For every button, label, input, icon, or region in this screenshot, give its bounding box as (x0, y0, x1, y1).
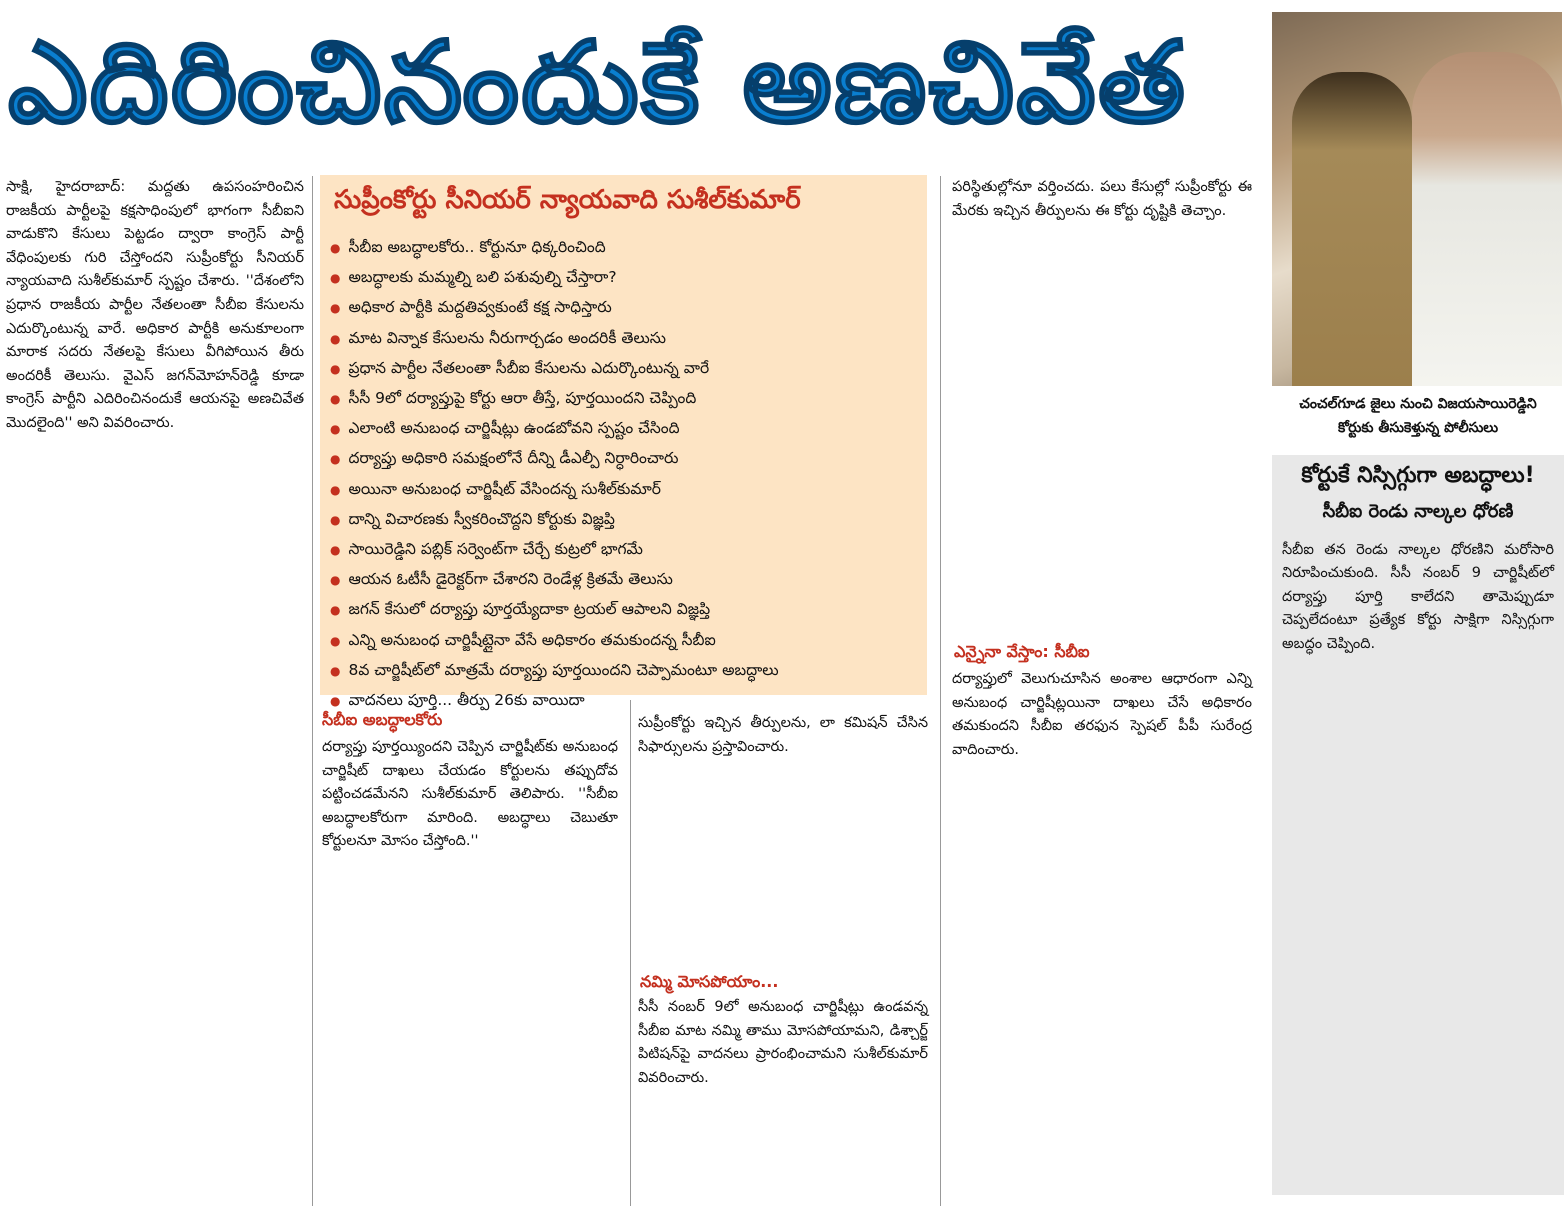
news-photo (1272, 12, 1562, 386)
column-3 (638, 712, 928, 759)
column-4b (952, 668, 1252, 762)
column-1 (6, 176, 304, 436)
sidebar-body: సీబీఐ తన రెండు నాల్కల ధోరణిని మరోసారి నిరూపించుకుంది. సీసీ నంబర్ 9 చార్జిషీట్‌లో దర్యాప్తు పూర్తి కాలేదని తామెప్పుడూ చెప్పలేదంటూ ప్రత్యేక కోర్టు సాక్షిగా నిస్సిగ్గుగా అబద్ధం చెప్పింది. (1282, 542, 1554, 652)
column-2-body: దర్యాప్తు పూర్తయ్యిందని చెప్పిన చార్జిషీట్‌కు అనుబంధ చార్జిషీట్ దాఖలు చేయడం కోర్టులను తప్పుదోవ పట్టించడమేనని సుశీల్‌కుమార్ తెలిపారు. ''సీబీఐ అబద్ధాలకోరుగా మారింది. అబద్ధాలు చెబుతూ కోర్టులనూ మోసం చేస్తోంది.'' (322, 739, 618, 850)
highlight-item: ● 8వ చార్జిషీట్‌లో మాత్రమే దర్యాప్తు పూర్తయిందని చెప్పామంటూ అబద్ధాలు (330, 656, 920, 686)
sidebar-title: కోర్టుకే నిస్సిగ్గుగా అబద్ధాలు! (1301, 463, 1535, 488)
column-divider (630, 700, 631, 1206)
highlight-item: ● అధికార పార్టీకి మద్దతివ్వకుంటే కక్ష సాధిస్తారు (330, 293, 920, 323)
highlight-item: ● సీబీఐ అబద్ధాలకోరు.. కోర్టునూ ధిక్కరించింది (330, 233, 920, 263)
subhead-cbi-liar: సీబీఐ అబద్ధాలకోరు (322, 710, 443, 729)
column-3-body: సుప్రీంకోర్టు ఇచ్చిన తీర్పులను, లా కమిషన్ చేసిన సిఫార్సులను ప్రస్తావించారు. (638, 715, 928, 755)
column-4 (952, 176, 1252, 223)
subhead-any-number: ఎన్నైనా వేస్తాం: సీబీఐ (954, 642, 1090, 661)
column-3b (638, 996, 928, 1090)
highlight-item: ● ఆయన ఓటీసీ డైరెక్టర్‌గా చేశారని రెండేళ్ల క్రితమే తెలుసు (330, 565, 920, 595)
police-officer-figure (1292, 72, 1412, 386)
photo-caption-line-1: చంచల్‌గూడ జైలు నుంచి విజయసాయిరెడ్డిని (1299, 396, 1537, 412)
column-3b-body: సీసీ నంబర్ 9లో అనుబంధ చార్జిషీట్లు ఉండవన్న సీబీఐ మాట నమ్మి తాము మోసపోయామని, డిశ్చార్జ్ పిటిషన్‌పై వాదనలు ప్రారంభించామని సుశీల్‌కుమార్ వివరించారు. (638, 999, 928, 1086)
highlight-item: ● సాయిరెడ్డిని పబ్లిక్ సర్వెంట్‌గా చేర్చే కుట్రలో భాగమే (330, 535, 920, 565)
column-1-body: సాక్షి, హైదరాబాద్: మద్దతు ఉపసంహరించిన రాజకీయ పార్టీలపై కక్షసాధింపులో భాగంగా సీబీఐని వాడుకొని కేసులు పెట్టడం ద్వారా కాంగ్రెస్ పార్టీ వేధింపులకు గురి చేస్తోందని సుప్రీంకోర్టు సీనియర్ న్యాయవాది సుశీల్‌కుమార్ స్పష్టం చేశారు. ''దేశంలోని ప్రధాన రాజకీయ పార్టీల నేతలంతా సీబీఐ కేసులను ఎదుర్కొంటున్న వారే. అధికార పార్టీకి అనుకూలంగా మారాక సదరు నేతలపై కేసులు వీగిపోయిన తీరు అందరికీ తెలుసు. వైఎస్ జగన్‌మోహన్‌రెడ్డి కూడా కాంగ్రెస్ పార్టీని ఎదిరించినందుకే ఆయనపై అణచివేత మొదలైంది'' అని వివరించారు. (6, 179, 304, 431)
column-2 (322, 736, 618, 854)
highlight-item: ● ఎన్ని అనుబంధ చార్జిషీట్లైనా వేసే అధికారం తమకుందన్న సీబీఐ (330, 626, 920, 656)
column-4b-body: దర్యాప్తులో వెలుగుచూసిన అంశాల ఆధారంగా ఎన్ని అనుబంధ చార్జిషీట్లయినా దాఖలు చేసే అధికారం తమకుందని సీబీఐ తరఫున స్పెషల్ పీపీ సురేంద్ర వాదించారు. (952, 671, 1252, 758)
highlight-item: ● మాట విన్నాక కేసులను నీరుగార్చడం అందరికీ తెలుసు (330, 324, 920, 354)
photo-caption (1272, 392, 1564, 440)
highlight-item: ● ఎలాంటి అనుబంధ చార్జిషీట్లు ఉండబోవని స్పష్టం చేసింది (330, 414, 920, 444)
highlight-item: ● ప్రధాన పార్టీల నేతలంతా సీబీఐ కేసులను ఎదుర్కొంటున్న వారే (330, 354, 920, 384)
highlights-box (320, 175, 927, 710)
subhead-trusted-cheated: నమ్మి మోసపోయాం... (640, 972, 779, 991)
highlight-item: ● అయినా అనుబంధ చార్జిషీట్ వేసిందన్న సుశీల్‌కుమార్ (330, 475, 920, 505)
highlight-item: ● సీసీ 9లో దర్యాప్తుపై కోర్టు ఆరా తీస్తే, పూర్తయిందని చెప్పింది (330, 384, 920, 414)
column-4-body: పరిస్థితుల్లోనూ వర్తించదు. పలు కేసుల్లో సుప్రీంకోర్టు ఈ మేరకు ఇచ్చిన తీర్పులను ఈ కోర్టు దృష్టికి తెచ్చాం. (952, 179, 1252, 219)
highlights-list (330, 233, 920, 716)
highlight-item: ● దర్యాప్తు అధికారి సమక్షంలోనే దీన్ని డీఎల్పీ నిర్ధారించారు (330, 444, 920, 474)
vijayasai-reddy-figure (1412, 52, 1562, 386)
highlight-item: ● అబద్ధాలకు మమ్మల్ని బలి పశువుల్ని చేస్తారా? (330, 263, 920, 293)
column-divider (940, 176, 941, 1206)
photo-caption-line-2: కోర్టుకు తీసుకెళ్తున్న పోలీసులు (1337, 420, 1499, 436)
highlights-title: సుప్రీంకోర్టు సీనియర్ న్యాయవాది సుశీల్‌కుమార్ (334, 185, 801, 215)
sidebar-story (1272, 455, 1564, 1195)
column-divider (312, 176, 313, 1206)
sidebar-subtitle: సీబీఐ రెండు నాల్కల ధోరణి (1322, 501, 1514, 522)
highlight-item: ● జగన్ కేసులో దర్యాప్తు పూర్తయ్యేదాకా ట్రయల్ ఆపాలని విజ్ఞప్తి (330, 595, 920, 625)
highlight-item: ● వాదనలు పూర్తి... తీర్పు 26కు వాయిదా (330, 686, 920, 716)
page-headline: ఎదిరించినందుకే అణచివేత (8, 18, 1188, 148)
highlight-item: ● దాన్ని విచారణకు స్వీకరించొద్దని కోర్టుకు విజ్ఞప్తి (330, 505, 920, 535)
